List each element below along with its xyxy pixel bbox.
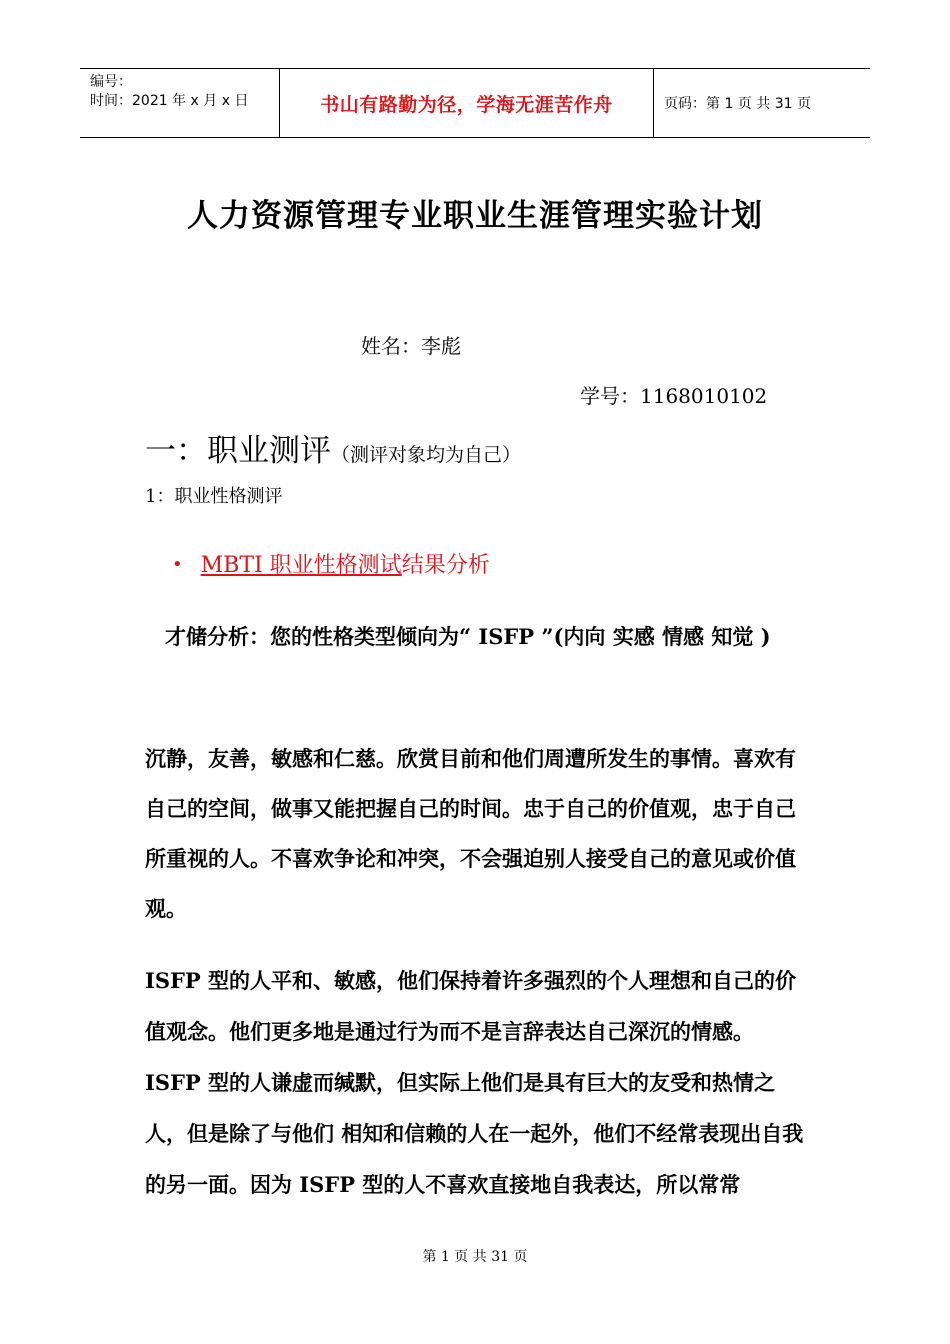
bullet-dot-icon: • (172, 554, 183, 575)
section-heading-text: 一：职业测评 (145, 433, 331, 469)
header-table (80, 68, 870, 138)
section-heading-note: （测评对象均为自己） (331, 444, 522, 466)
header-motto-cell (280, 69, 654, 137)
section-heading (145, 425, 521, 470)
header-meta-cell (80, 69, 280, 137)
document-title: 人力资源管理专业职业生涯管理实验计划 (187, 198, 763, 234)
student-id: 学号：1168010102 (580, 384, 768, 408)
bullet-item (172, 548, 490, 579)
bullet-rest-text: 结果分析 (401, 553, 490, 578)
paragraph-isfp: ISFP 型的人平和、敏感，他们保持着许多强烈的个人理想和自己的价值观念。他们更多地是通过行为而不是言辞表达自己深沉的情感。ISFP 型的人谦虚而缄默，但实际上他们是具有巨大的友受和热情之人，但是除了与他们 相知和信赖的人在一起外，他们不经常表现出自我的另一面。因为 ISFP 型的人不喜欢直接地自我表达，所以常常 (145, 968, 804, 1197)
paragraph-analysis: 才储分析：您的性格类型倾向为“ ISFP ”(内向 实感 情感 知觉 ) (165, 624, 771, 649)
paragraph-traits: 沉静，友善，敏感和仁慈。欣赏目前和他们周遭所发生的事情。喜欢有自己的空间，做事又能把握自己的时间。忠于自己的价值观，忠于自己所重视的人。不喜欢争论和冲突，不会强迫别人接受自己的意见或价值观。 (145, 746, 796, 921)
mbti-test-link[interactable]: MBTI 职业性格测试 (200, 553, 402, 578)
student-name: 姓名：李彪 (361, 334, 461, 358)
time-label: 时间：2021 年 x 月 x 日 (90, 93, 249, 109)
page-label: 页码：第 1 页 共 31 页 (664, 96, 811, 112)
number-label: 编号： (90, 74, 132, 90)
header-page-cell (654, 69, 870, 137)
sub-heading: 1：职业性格测评 (145, 486, 283, 507)
page-footer: 第 1 页 共 31 页 (422, 1249, 528, 1265)
motto-text: 书山有路勤为径，学海无涯苦作舟 (320, 93, 613, 116)
